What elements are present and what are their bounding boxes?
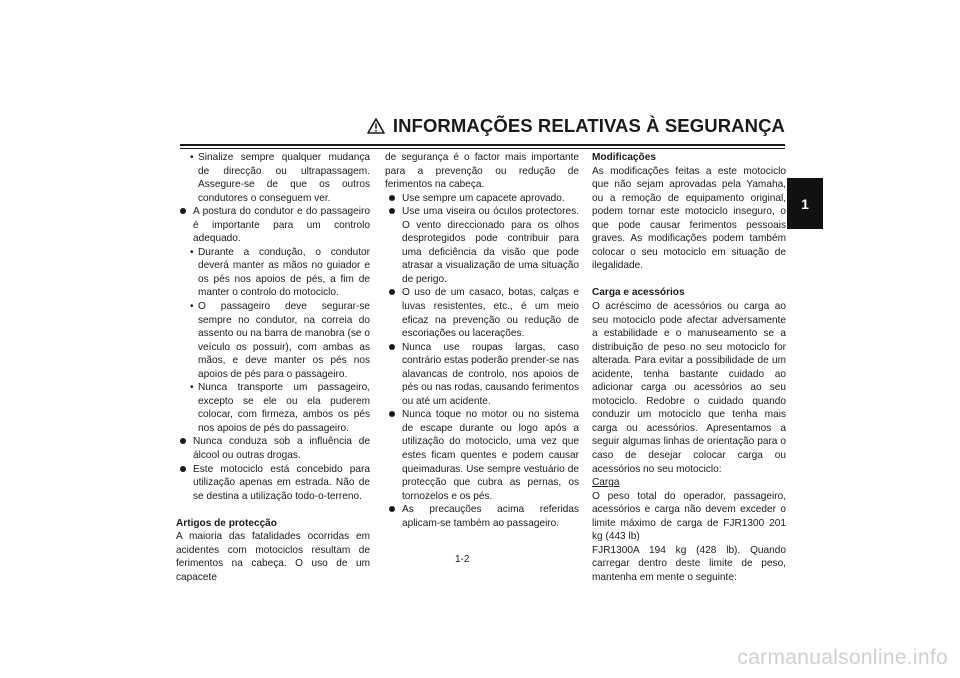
heading-load-accessories: Carga e acessórios [592, 287, 685, 299]
bullet-approved-helmet: Use sempre um capacete aprovado. [385, 192, 579, 206]
paragraph-fatalities: A maioria das fatalidades ocorridas em acidentes com motociclos resultam de ferimentos na cabeça. O uso de um capacete [176, 531, 370, 583]
bullet-hot-engine: Nunca toque no motor ou no sistema de escape durante ou logo após a utilização do motociclo, uma vez que estes ficam quentes e podem causar queimaduras. Use sempre vestuário de protecção que cubra as pernas, os tornozelos e os pés. [385, 408, 579, 503]
bullet-road-use: Este motociclo está concebido para utilização apenas em estrada. Não de se destina a utilização todo-o-terreno. [176, 463, 370, 504]
sub-bullet-passenger-hold: • O passageiro deve segurar-se sempre no condutor, na correia do assento ou na barra de manobra (se o veículo os possuir), com ambas as mãos, e deve manter os pés nos apoios de pés para o passageiro. [176, 300, 370, 381]
watermark: carmanualsonline.info [737, 646, 948, 669]
page-number: 1-2 [455, 554, 470, 565]
paragraph-modifications: As modificações feitas a este motociclo que não sejam aprovadas pela Yamaha, ou a remoção de equipamento original, podem tornar este motociclo inseguro, o que pode causar ferimentos pessoais graves. As modificações podem também colocar o seu motociclo em situação de ilegalidade. [592, 165, 786, 272]
bullet-alcohol: Nunca conduza sob a influência de álcool ou outras drogas. [176, 435, 370, 462]
bullet-posture: A postura do condutor e do passageiro é importante para um controlo adequado. [176, 205, 370, 246]
page-title-row [367, 115, 785, 137]
heading-modifications: Modificações [592, 152, 656, 163]
text-column-1 [176, 151, 370, 585]
page-header [180, 115, 785, 143]
sub-bullet-passenger-feet: • Nunca transporte um passageiro, excepto se ele ou ela puderem colocar, com firmeza, ambos os pés nos apoios de pés do passageiro. [176, 381, 370, 435]
page-title: INFORMAÇÕES RELATIVAS À SEGURANÇA [392, 115, 785, 136]
bullet-protective-clothing: O uso de um casaco, botas, calças e luvas resistentes, etc., é um meio eficaz na prevenção ou redução de escoriações ou lacerações. [385, 286, 579, 340]
header-rule-thin [180, 148, 785, 149]
paragraph-total-weight: O peso total do operador, passageiro, acessórios e carga não devem exceder o limite máximo de carga de FJR1300 201 kg (443 lb) [592, 490, 786, 543]
bullet-passenger-precautions: As precauções acima referidas aplicam-se também ao passageiro. [385, 503, 579, 530]
bullet-face-shield: Use uma viseira ou óculos protectores. O vento direccionado para os olhos desprotegidos pode contribuir para uma deficiência da visão que pode atrasar a visualização de uma situação de perigo. [385, 205, 579, 286]
subheading-load: Carga [592, 477, 620, 489]
bullet-loose-clothing: Nunca use roupas largas, caso contrário estas poderão prender-se nas alavancas de controlo, nos apoios de pés ou nas rodas, causando ferimentos ou até um acidente. [385, 341, 579, 409]
text-column-3 [592, 151, 786, 585]
text-column-2 [385, 151, 579, 530]
paragraph-helmet: de segurança é o factor mais importante para a prevenção ou redução de ferimentos na cabeça. [385, 152, 579, 191]
paragraph-weight-limit: FJR1300A 194 kg (428 lb). Quando carregar dentro deste limite de peso, mantenha em mente o seguinte: [592, 544, 786, 583]
heading-protective-gear: Artigos de protecção [176, 517, 277, 529]
chapter-tab: 1 [787, 178, 823, 229]
sub-bullet-signal: • Sinalize sempre qualquer mudança de direcção ou ultrapassagem. Assegure-se de que os outros condutores o conseguem ver. [176, 151, 370, 205]
paragraph-load-accessories: O acréscimo de acessórios ou carga ao seu motociclo pode afectar adversamente a estabilidade e o manuseamento se a distribuição de peso no seu motociclo for alterada. Para evitar a possibilidade de um acidente, tenha bastante cuidado ao adicionar carga ou acessórios ao seu motociclo. Redobre o cuidado quando conduzir um motociclo que tenha mais carga ou acessórios. Apresentamos a seguir algumas linhas de orientação para o caso de desejar colocar carga ou acessórios no seu motociclo: [592, 301, 786, 475]
header-rule-thick [180, 144, 785, 146]
warning-triangle-icon [367, 118, 385, 134]
sub-bullet-rider-hands: • Durante a condução, o condutor deverá manter as mãos no guiador e os pés nos apoios de pés, a fim de manter o controlo do motociclo. [176, 246, 370, 300]
